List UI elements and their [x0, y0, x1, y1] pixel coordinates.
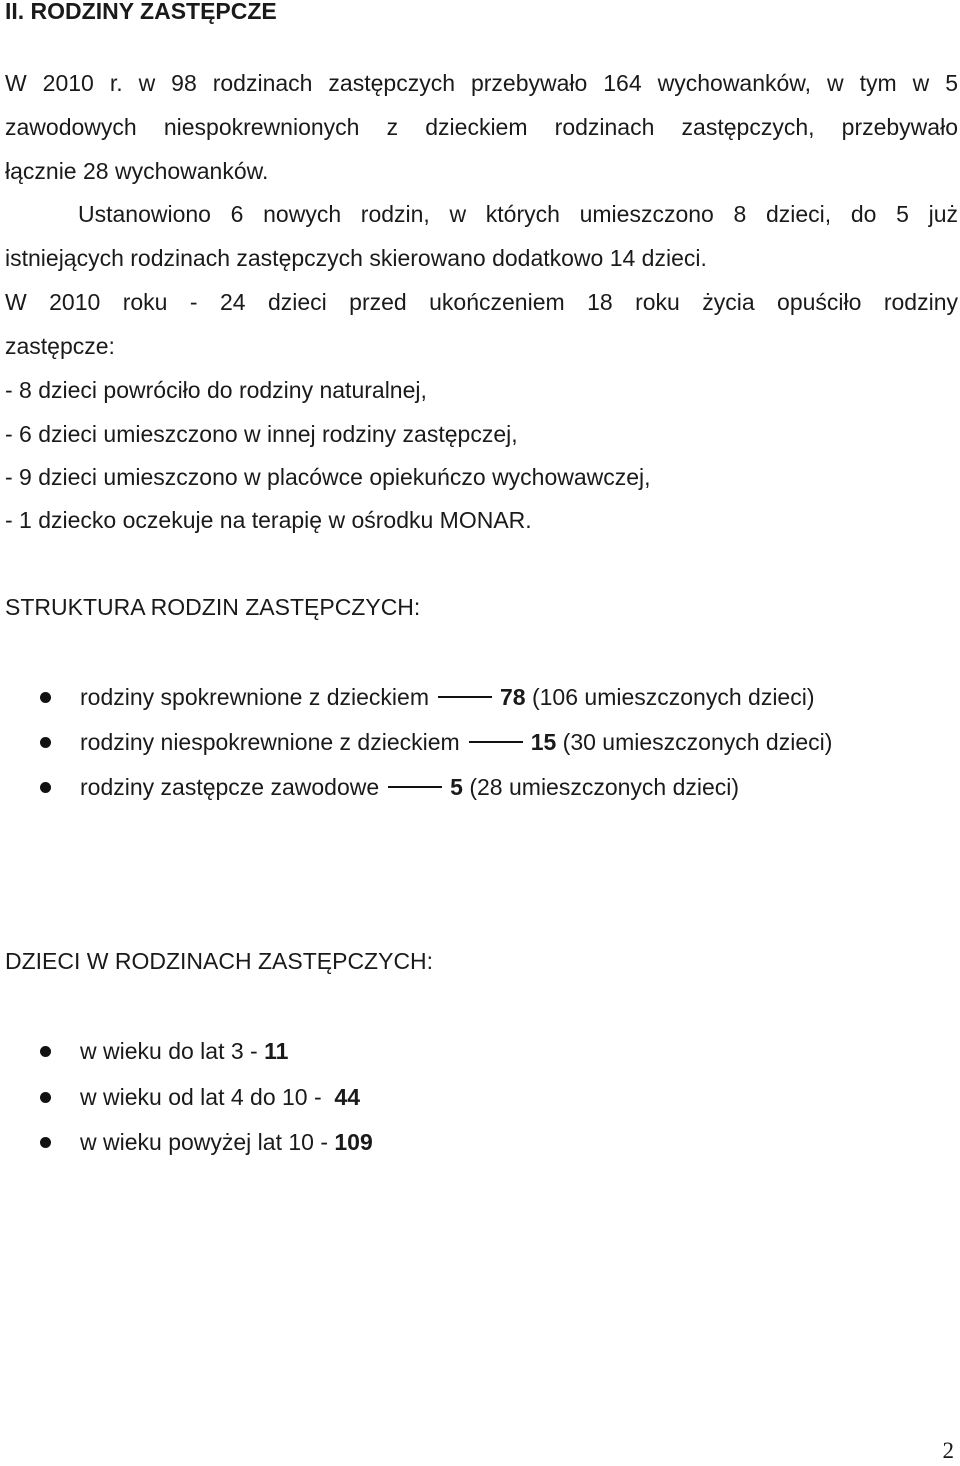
structure-note: (28 umieszczonych dzieci): [469, 774, 740, 800]
outcome-item: - 8 dzieci powróciło do rodziny naturalnej,: [5, 377, 427, 403]
outcome-item: - 1 dziecko oczekuje na terapię w ośrodku MONAR.: [5, 507, 532, 533]
structure-label: rodziny niespokrewnione z dzieckiem: [80, 729, 460, 755]
children-list-item: [0, 1036, 960, 1066]
intro-line-4: Ustanowiono 6 nowych rodzin, w których umieszczono 8 dzieci, do 5 już: [78, 201, 958, 227]
children-heading: DZIECI W RODZINACH ZASTĘPCZYCH:: [5, 948, 434, 974]
structure-label: rodziny spokrewnione z dzieckiem: [80, 684, 429, 710]
bullet-icon: [40, 692, 51, 703]
dash-icon: [438, 696, 492, 698]
children-count: 11: [264, 1038, 289, 1064]
bullet-icon: [40, 782, 51, 793]
children-label: w wieku do lat 3 -: [80, 1038, 265, 1064]
outcome-item: - 9 dzieci umieszczono w placówce opiekuńczo wychowawczej,: [5, 464, 651, 490]
section-title: II. RODZINY ZASTĘPCZE: [5, 0, 277, 24]
structure-note: (30 umieszczonych dzieci): [562, 729, 833, 755]
structure-list-item: [0, 727, 960, 757]
outcome-item: - 6 dzieci umieszczono w innej rodziny zastępczej,: [5, 421, 518, 447]
dash-icon: [388, 786, 442, 788]
structure-count: 78: [500, 684, 526, 710]
structure-count: 15: [530, 729, 557, 755]
page-number: 2: [942, 1438, 954, 1463]
intro-line-2: zawodowych niespokrewnionych z dzieckiem rodzinach zastępczych, przebywało: [5, 114, 958, 140]
intro-line-7: zastępcze:: [5, 333, 115, 359]
intro-line-5: istniejących rodzinach zastępczych skierowano dodatkowo 14 dzieci.: [5, 245, 707, 271]
structure-heading: STRUKTURA RODZIN ZASTĘPCZYCH:: [5, 594, 421, 620]
bullet-icon: [40, 737, 51, 748]
dash-icon: [469, 741, 523, 743]
intro-line-3: łącznie 28 wychowanków.: [5, 158, 269, 184]
children-count: 109: [334, 1129, 373, 1155]
structure-count: 5: [450, 774, 463, 800]
bullet-icon: [40, 1137, 51, 1148]
bullet-icon: [40, 1046, 51, 1057]
structure-label: rodziny zastępcze zawodowe: [80, 774, 380, 800]
structure-note: (106 umieszczonych dzieci): [531, 684, 815, 710]
children-label: w wieku powyżej lat 10 -: [80, 1129, 335, 1155]
children-list-item: [0, 1082, 960, 1112]
children-list-item: [0, 1127, 960, 1157]
intro-line-1: W 2010 r. w 98 rodzinach zastępczych przebywało 164 wychowanków, w tym w 5: [5, 70, 958, 96]
intro-line-6: W 2010 roku - 24 dzieci przed ukończeniem 18 roku życia opuściło rodziny: [5, 289, 958, 315]
structure-list-item: [0, 682, 960, 712]
bullet-icon: [40, 1092, 51, 1103]
structure-list-item: [0, 772, 960, 802]
children-count: 44: [334, 1084, 361, 1110]
children-label: w wieku od lat 4 do 10 -: [80, 1084, 335, 1110]
